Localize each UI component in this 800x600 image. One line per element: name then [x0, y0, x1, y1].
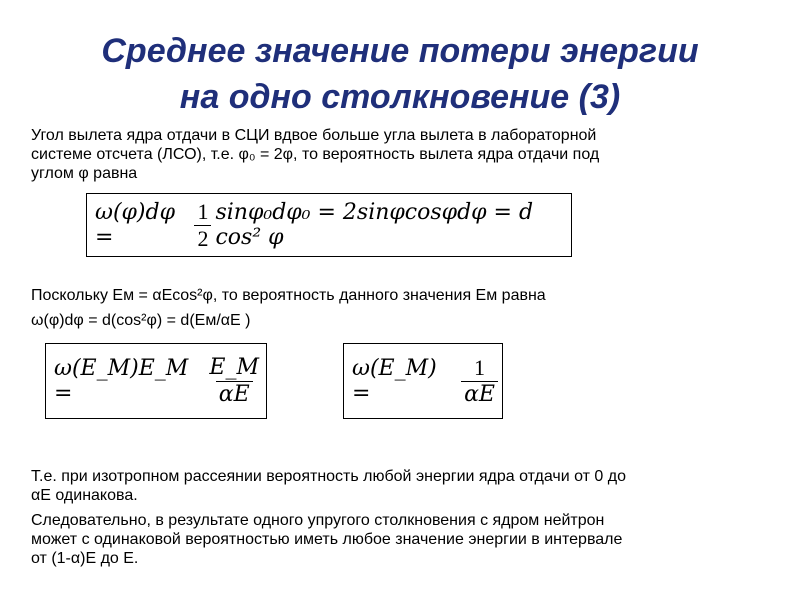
slide-title — [0, 28, 800, 120]
formula-3-box — [343, 343, 503, 419]
formula-1-numerator: 1 — [197, 198, 209, 224]
paragraph-2-line-1: Поскольку Eм = αEcos²φ, то вероятность данного значения Eм равна — [31, 287, 546, 304]
formula-1-lhs: ω(φ)dφ = — [95, 200, 175, 250]
formula-3-numerator: 1 — [474, 354, 486, 380]
paragraph-3 — [31, 467, 781, 505]
formula-3-fraction — [461, 355, 498, 408]
title-line-2: на одно столкновение (3) — [179, 78, 621, 116]
formula-2-lhs: ω(E_M)E_M = — [54, 356, 189, 406]
paragraph-4-line-3: от (1-α)E до E. — [31, 550, 139, 567]
paragraph-3-line-1: Т.е. при изотропном рассеянии вероятность любой энергии ядра отдачи от 0 до — [31, 468, 626, 485]
paragraph-4-line-1: Следовательно, в результате одного упругого столкновения с ядром нейтрон — [31, 512, 605, 529]
formula-2-numerator: E_M — [209, 354, 259, 380]
formula-1-denominator: 2 — [194, 225, 211, 252]
formula-1-box — [86, 193, 572, 257]
paragraph-3-line-2: αE одинакова. — [31, 487, 138, 504]
formula-3-lhs: ω(E_M) = — [352, 356, 437, 406]
paragraph-1-line-1: Угол вылета ядра отдачи в СЦИ вдвое больше угла вылета в лабораторной — [31, 127, 597, 144]
paragraph-1-line-2: системе отсчета (ЛСО), т.е. φ₀ = 2φ, то вероятность вылета ядра отдачи под — [31, 146, 600, 163]
paragraph-1 — [31, 126, 781, 183]
paragraph-4 — [31, 511, 781, 568]
formula-1-fraction — [194, 199, 211, 252]
paragraph-1-line-3: углом φ равна — [31, 165, 138, 182]
formula-2-box — [45, 343, 267, 419]
paragraph-2-line-2: ω(φ)dφ = d(cos²φ) = d(Eм/αE ) — [31, 312, 251, 329]
title-line-1: Среднее значение потери энергии — [101, 32, 699, 70]
formula-2-fraction — [206, 355, 262, 408]
paragraph-4-line-2: может с одинаковой вероятностью иметь любое значение энергии в интервале — [31, 531, 623, 548]
formula-1-rhs: sinφ₀dφ₀ = 2sinφcosφdφ = d cos² φ — [215, 200, 534, 250]
formula-2-denominator: αE — [216, 381, 253, 408]
paragraph-2 — [31, 286, 781, 330]
formula-3-denominator: αE — [461, 381, 498, 408]
